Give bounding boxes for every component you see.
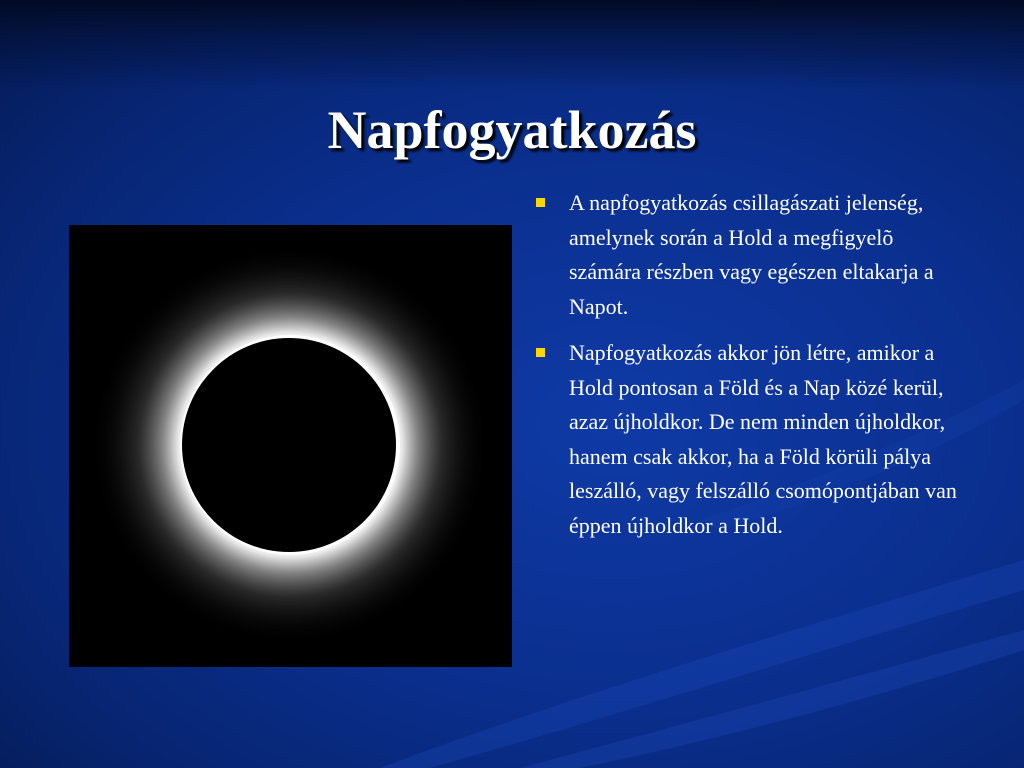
bullet-square-icon (536, 198, 545, 207)
bullet-item (530, 186, 970, 324)
solar-eclipse-photo (69, 225, 512, 667)
bullet-square-icon (536, 348, 545, 357)
bullet-list (530, 186, 970, 555)
slide-title: Napfogyatkozás (327, 100, 697, 160)
bullet-text: Napfogyatkozás akkor jön létre, amikor a Hold pontosan a Föld és a Nap közé kerül, azaz újholdkor. De nem minden újholdkor, hanem csak akkor, ha a Föld körüli pálya leszálló, vagy felszálló csomópontjában van éppen újholdkor a Hold. (569, 340, 957, 538)
bullet-text: A napfogyatkozás csillagászati jelenség, amelynek során a Hold a megfigyelõ számára részben vagy egészen eltakarja a Napot. (569, 190, 934, 319)
bullet-item (530, 336, 970, 543)
